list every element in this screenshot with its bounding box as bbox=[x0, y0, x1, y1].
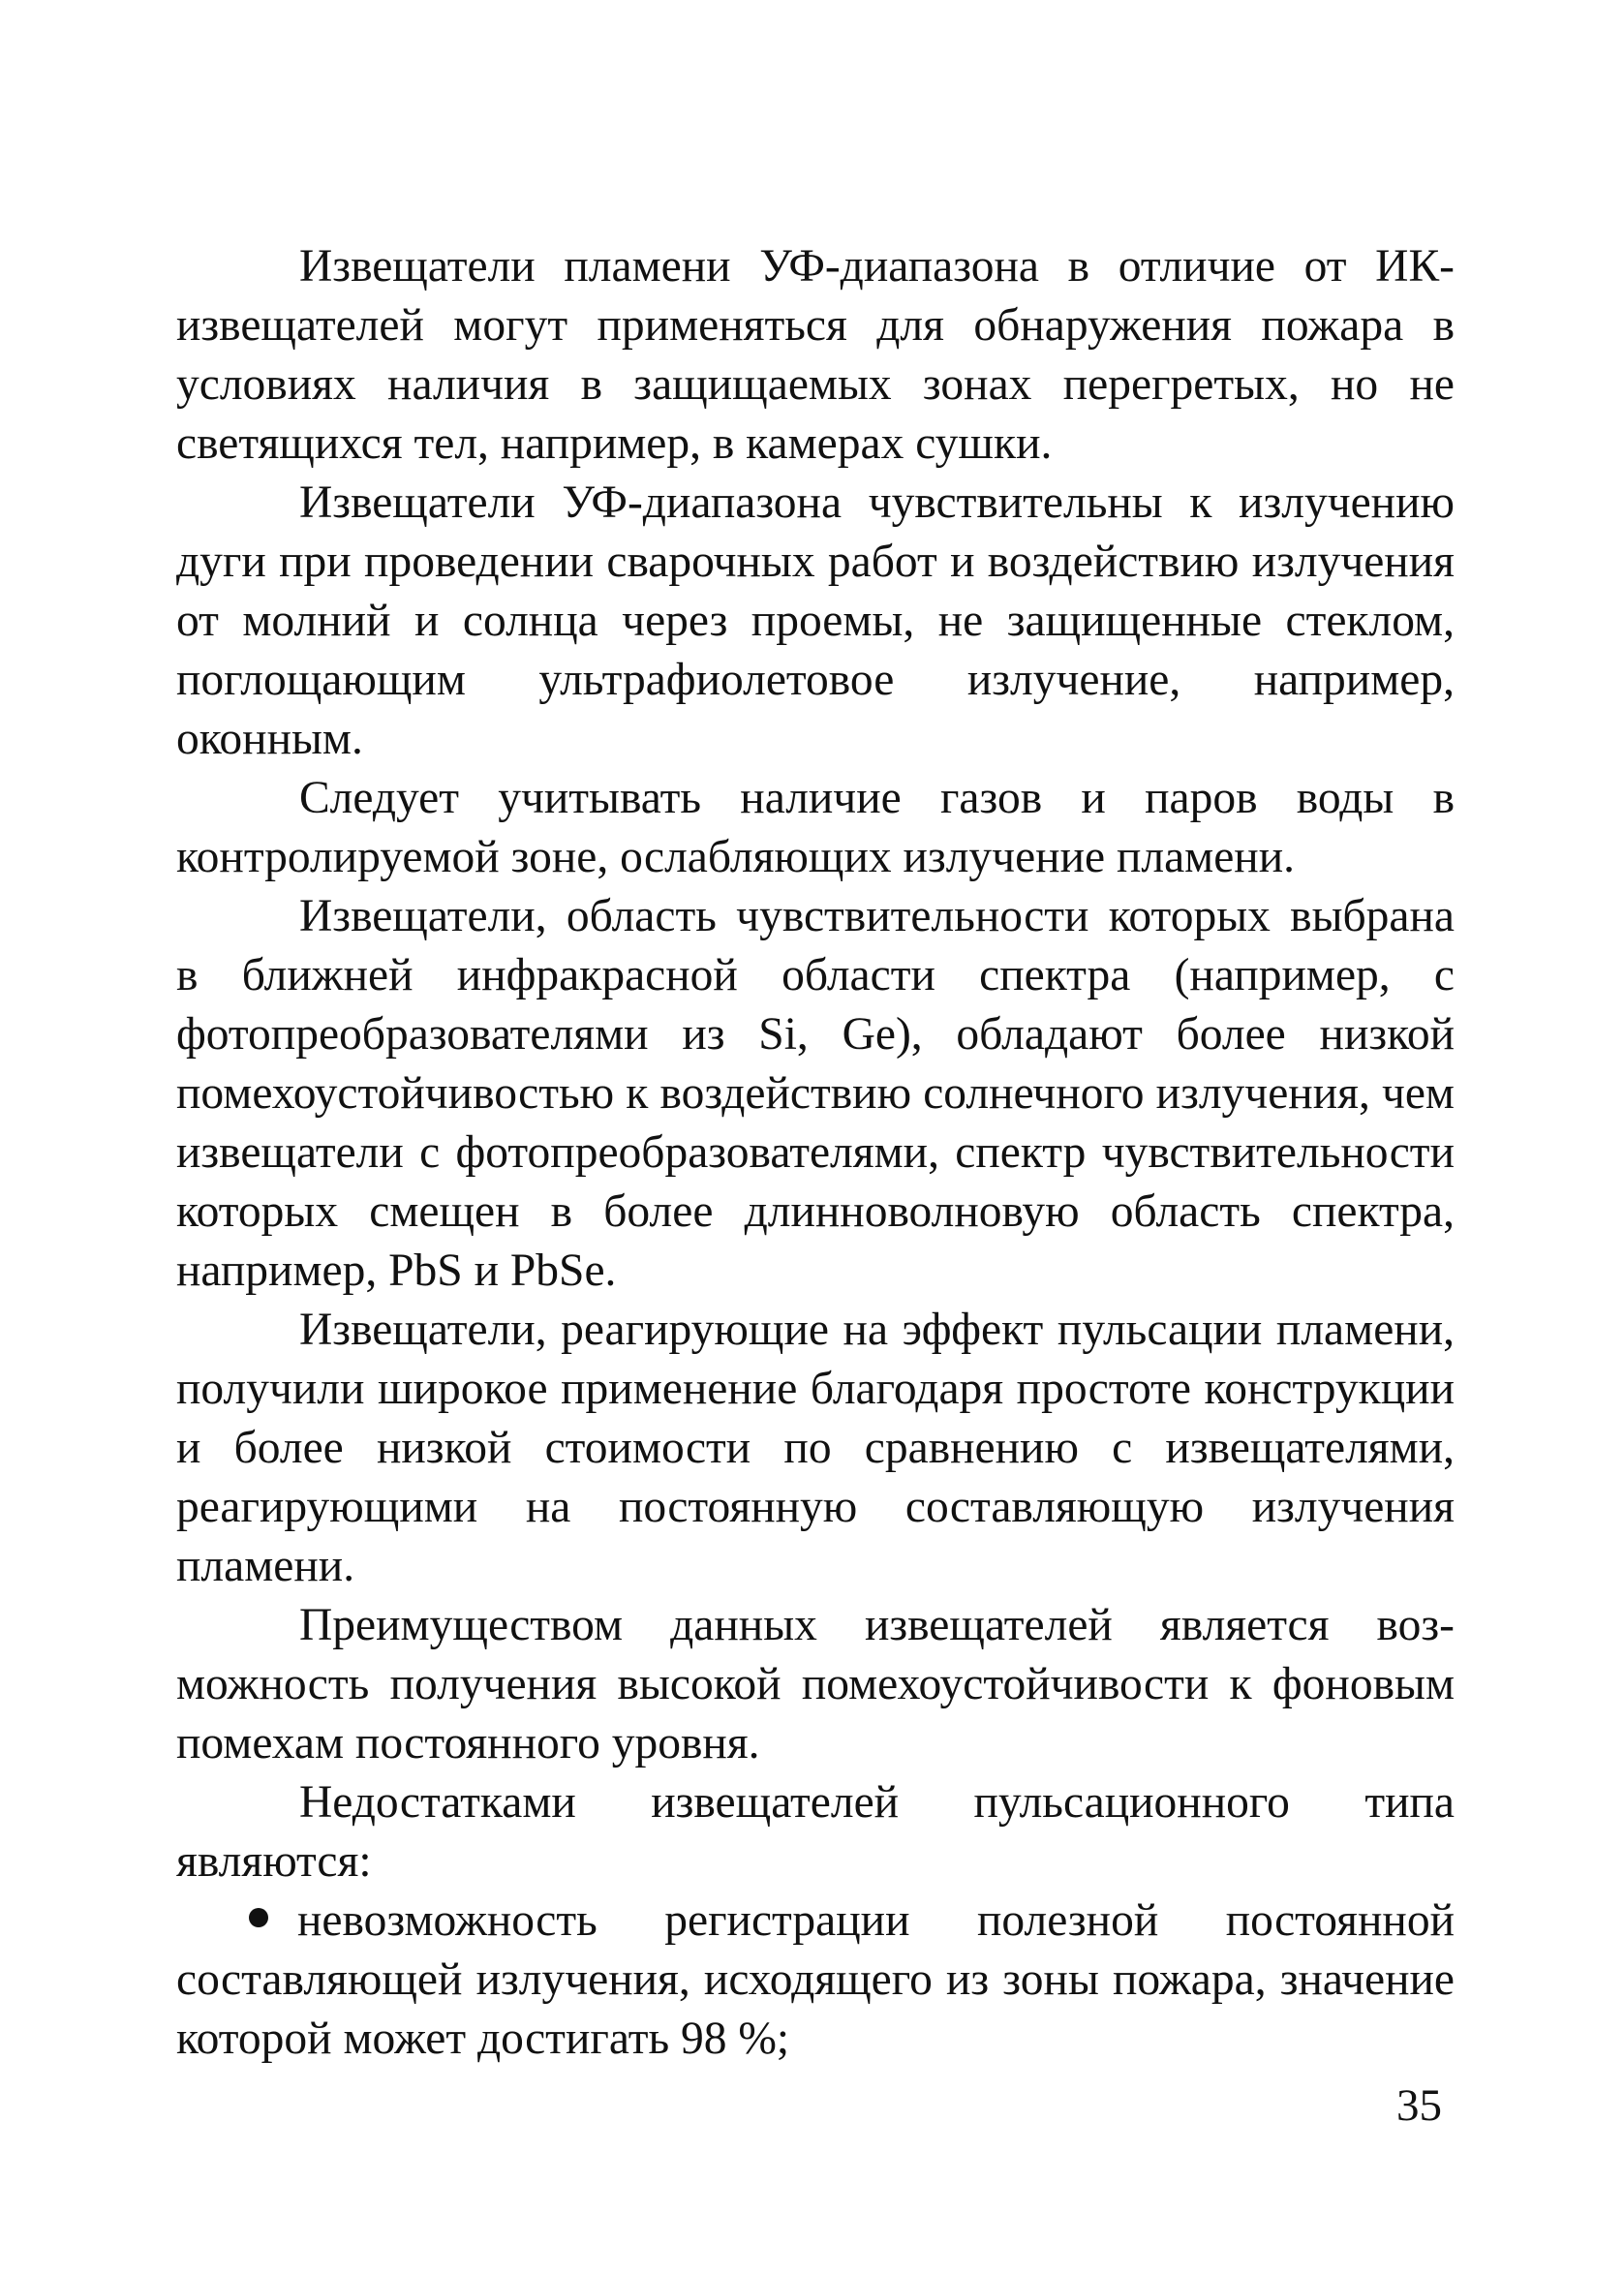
page-number: 35 bbox=[1396, 2080, 1442, 2131]
paragraph-pulsation-detectors: Извещатели, реагирующие на эффект пульсации пламени, получили широкое применение благодаря простоте конструкции и более низкой стоимости по сравнению с извещателями, реагирующими на постоянную составляющую излучения пламени. bbox=[176, 1305, 1455, 1591]
list-item-text: невозможность регистрации полезной постоянной составляющей излучения, исходящего из зоны пожара, значение которой может достигать 98 %; bbox=[176, 1895, 1455, 2064]
paragraph-disadvantages-intro: Недостатками извещателей пульсационного типа являются: bbox=[176, 1777, 1455, 1887]
paragraph-uv-vs-ir: Извещатели пламени УФ-диапазона в отличие от ИК-извещателей могут применяться для обнаружения пожара в условиях наличия в защищаемых зонах перегретых, но не светящихся тел, например, в камерах сушки. bbox=[176, 241, 1455, 469]
list-item bbox=[176, 1892, 1455, 2069]
paragraph-uv-sensitivity: Извещатели УФ-диапазона чувствительны к излучению дуги при проведении сварочных работ и воздействию излучения от молний и солнца через проемы, не защищенные стеклом, поглощающим ультрафиолетовое излучение, например, оконным. bbox=[176, 477, 1455, 764]
paragraph-gases-vapor: Следует учитывать наличие газов и паров воды в контролируемой зоне, ослабляющих излучение пламени. bbox=[176, 773, 1455, 882]
page-body bbox=[176, 237, 1455, 2069]
paragraph-near-infrared: Извещатели, область чувствительности которых выбрана в ближней инфракрасной области спектра (например, с фотопреобразователями из Si, Ge), обладают более низкой помехоустойчивостью к воздействию солнечного излучения, чем извещатели с фотопреобразователями, спектр чувствительности которых смещен в более длинноволновую область спектра, например, PbS и PbSe. bbox=[176, 891, 1455, 1296]
bullet-icon bbox=[249, 1908, 268, 1927]
paragraph-advantage: Преимуществом данных извещателей является возможность получения высокой помехоустойчивости к фоновым помехам постоянного уровня. bbox=[176, 1600, 1455, 1769]
